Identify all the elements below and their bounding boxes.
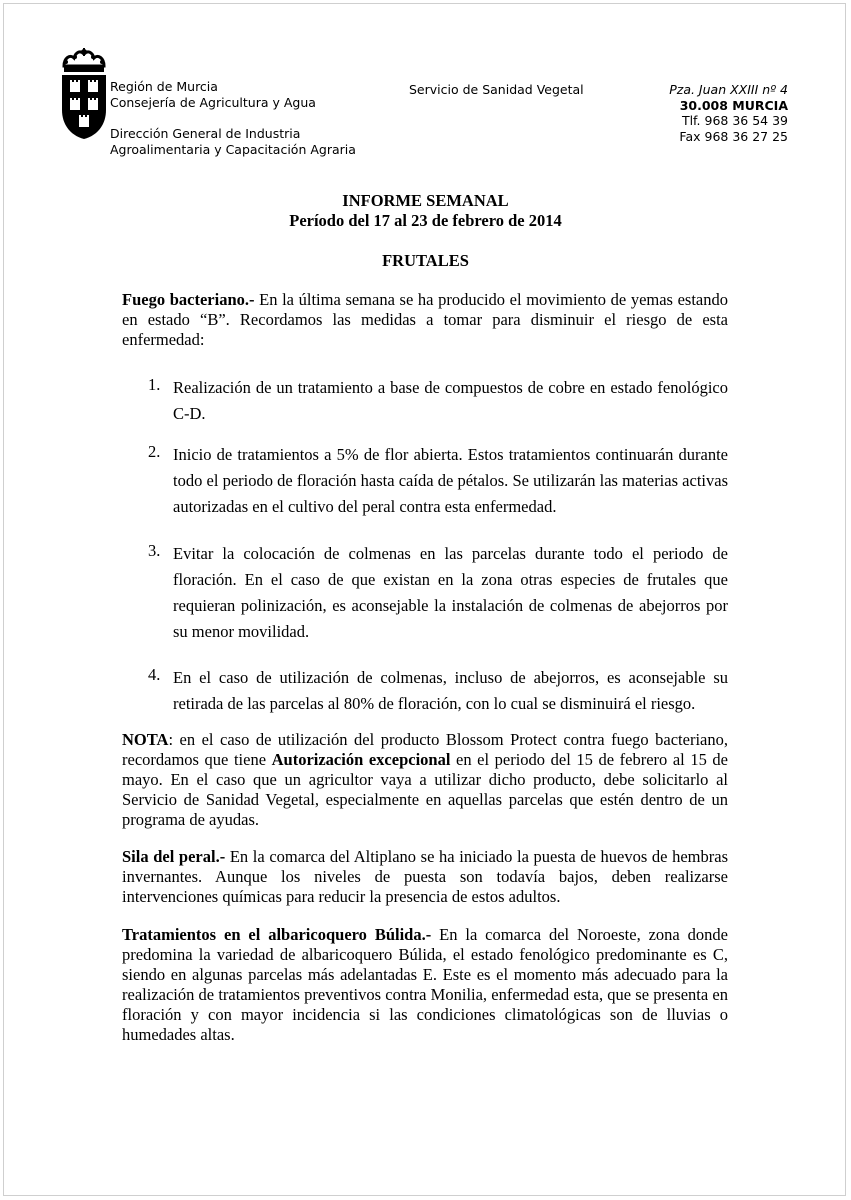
header-organization [110, 79, 316, 110]
measure-text: Evitar la colocación de colmenas en las parcelas durante todo el periodo de floración. En el caso de que existan en la zona otras especies de frutales que requieran polinización, es aconsejable la instalación de colmenas de abejorros por su menor movilidad. [173, 544, 728, 641]
fuego-text: En la última semana se ha producido el movimiento de yemas estando en estado “B”. Recordamos las medidas a tomar para disminuir el riesgo de esta enfermedad: [122, 290, 729, 349]
albaricoquero-paragraph [122, 925, 728, 1045]
region-coat-of-arms-icon [58, 48, 110, 140]
measure-number: 4. [148, 665, 161, 684]
address-line: Pza. Juan XXIII nº 4 [669, 82, 788, 97]
albaricoquero-text: En la comarca del Noroeste, zona donde predomina la variedad de albaricoquero Búlida, el estado fenológico predominante es C, siendo en algunas parcelas más adelantadas E. Este es el momento más adecuado para la realización de tratamientos preventivos contra Monilia, enfermedad esta, que se presenta en floración y con mayor incidencia si las condiciones climatológicas son de lluvias o humedades altas. [122, 925, 728, 1044]
sila-paragraph [122, 847, 728, 907]
nota-text-a: : en el caso de utilización del producto Blossom Protect contra fuego bacteriano, recordamos que tiene [122, 730, 728, 769]
nota-paragraph [122, 730, 728, 830]
section-title: FRUTALES [382, 251, 469, 270]
report-title: INFORME SEMANAL [342, 191, 509, 210]
fax-line: Fax 968 36 27 25 [679, 128, 788, 144]
city-line: 30.008 MURCIA [679, 97, 788, 113]
albaricoquero-label: Tratamientos en el albaricoquero Búlida.- [122, 925, 432, 944]
org-line-1: Región de Murcia [110, 79, 218, 94]
measure-number: 2. [148, 442, 161, 461]
header-service: Servicio de Sanidad Vegetal [409, 82, 584, 97]
measure-text: Realización de un tratamiento a base de compuestos de cobre en estado fenológico C-D. [173, 378, 728, 423]
measure-number: 1. [148, 375, 161, 394]
sila-label: Sila del peral.- [122, 847, 226, 866]
measure-text: En el caso de utilización de colmenas, incluso de abejorros, es aconsejable su retirada de las parcelas al 80% de floración, con lo cual se disminuirá el riesgo. [173, 668, 728, 713]
fuego-label: Fuego bacteriano.- [122, 290, 255, 309]
fuego-paragraph [122, 290, 728, 350]
nota-bold: Autorización excepcional [271, 750, 451, 769]
measure-text: Inicio de tratamientos a 5% de flor abierta. Estos tratamientos continuarán durante todo el periodo de floración hasta caída de pétalos. Se utilizarán las materias activas autorizadas en el cultivo del peral contra esta enfermedad. [173, 445, 728, 516]
header-department [110, 126, 356, 157]
phone-line: Tlf. 968 36 54 39 [681, 113, 788, 128]
sila-text: En la comarca del Altiplano se ha iniciado la puesta de huevos de hembras invernantes. Aunque los niveles de puesta son todavía bajos, deben realizarse intervenciones químicas para reducir la presencia de estos adultos. [122, 847, 728, 906]
dept-line-1: Dirección General de Industria [110, 126, 301, 141]
measure-number: 3. [148, 541, 161, 560]
nota-label: NOTA [122, 730, 169, 749]
nota-text-b: en el periodo del 15 de febrero al 15 de mayo. En el caso que un agricultor vaya a utilizar dicho producto, debe solicitarlo al Servicio de Sanidad Vegetal, especialmente en aquellas parcelas que estén dentro de un programa de ayudas. [122, 750, 728, 829]
header-address-block [600, 82, 788, 144]
dept-line-2: Agroalimentaria y Capacitación Agraria [110, 141, 356, 157]
report-period: Período del 17 al 23 de febrero de 2014 [289, 211, 562, 230]
org-line-2: Consejería de Agricultura y Agua [110, 94, 316, 110]
